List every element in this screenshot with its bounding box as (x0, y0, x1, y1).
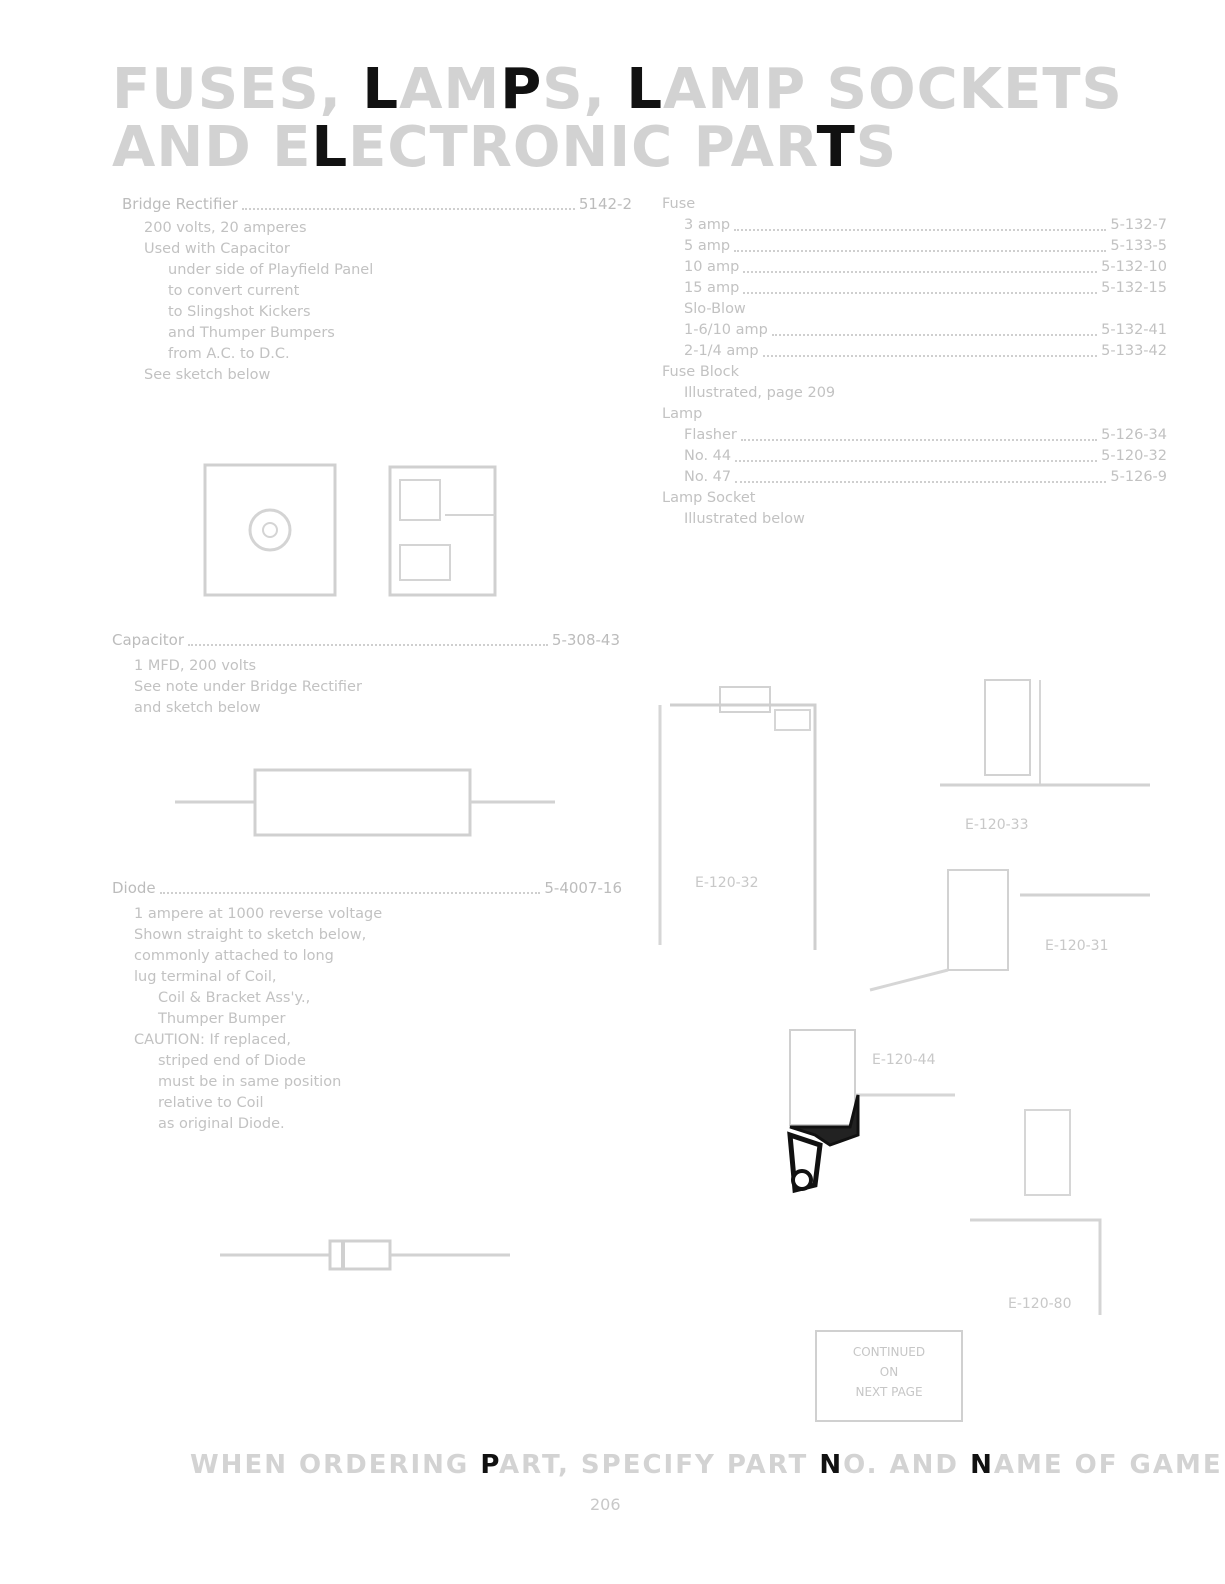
fuse-label: 1-6/10 amp (684, 322, 768, 338)
title-segment: S (855, 115, 898, 180)
fuse-block-note: Illustrated, page 209 (684, 385, 836, 401)
dot-leader (763, 355, 1098, 357)
note-line: as original Diode. (158, 1116, 285, 1132)
fuse-part: 5-132-10 (1101, 259, 1167, 275)
title-segment: L (362, 57, 400, 122)
note-line: Used with Capacitor (144, 241, 290, 257)
lamp-row (662, 446, 1167, 467)
fuse-label: 10 amp (684, 259, 740, 275)
fuse-part: 5-133-42 (1101, 343, 1167, 359)
socket-e-label: E-120-80 (1008, 1296, 1072, 1312)
dot-leader (743, 271, 1097, 273)
title-segment: L (626, 57, 664, 122)
fuse-label: 2-1/4 amp (684, 343, 759, 359)
fuse-part: 5-132-41 (1101, 322, 1167, 338)
page-number: 206 (590, 1495, 621, 1514)
lamp-label: No. 47 (684, 469, 732, 485)
bridge-rectifier-part: 5142-2 (578, 195, 632, 213)
fuse-row (662, 215, 1167, 236)
bridge-rectifier-drawing (195, 455, 515, 605)
title-segment: S, (542, 57, 627, 122)
dot-leader (735, 481, 1106, 483)
fuse-block-heading: Fuse Block (662, 364, 740, 380)
title-segment: AND E (112, 115, 312, 180)
bridge-rectifier-name: Bridge Rectifier (122, 195, 238, 213)
note-line: under side of Playfield Panel (168, 262, 374, 278)
lamp-part: 5-126-34 (1101, 427, 1167, 443)
continued-line: CONTINUED (852, 1345, 926, 1359)
note-line: from A.C. to D.C. (168, 346, 290, 362)
note-line: 200 volts, 20 amperes (144, 220, 307, 236)
dot-leader (772, 334, 1097, 336)
title-segment: P (500, 57, 543, 122)
title-segment: AMP SOCKETS (663, 57, 1123, 122)
dot-leader (741, 439, 1097, 441)
lamp-label: Flasher (684, 427, 737, 443)
note-line: to convert current (168, 283, 300, 299)
lamp-sockets-drawing (650, 675, 1170, 1335)
lamp-part: 5-120-32 (1101, 448, 1167, 464)
socket-a-label: E-120-33 (965, 817, 1029, 833)
diode-entry (112, 878, 622, 899)
diode-notes (112, 904, 382, 1135)
ordering-footer (190, 1450, 1223, 1480)
lamp-socket-heading: Lamp Socket (662, 490, 756, 506)
title-segment: T (816, 115, 856, 180)
right-column (662, 194, 1167, 530)
note-line: lug terminal of Coil, (134, 969, 277, 985)
title-segment: FUSES, (112, 57, 363, 122)
note-line: 1 MFD, 200 volts (134, 658, 257, 674)
note-line: to Slingshot Kickers (168, 304, 311, 320)
fuse-label: 15 amp (684, 280, 740, 296)
lamp-row (662, 467, 1167, 488)
title-segment: AM (399, 57, 501, 122)
footer-segment: N (819, 1450, 844, 1480)
capacitor-part: 5-308-43 (551, 631, 620, 649)
dot-leader (734, 250, 1106, 252)
note-line: Coil & Bracket Ass'y., (158, 990, 311, 1006)
note-line: See note under Bridge Rectifier (134, 679, 362, 695)
capacitor-entry (112, 630, 620, 651)
dot-leader (242, 208, 575, 210)
footer-segment: AME OF GAME (993, 1450, 1223, 1480)
capacitor-name: Capacitor (112, 631, 185, 649)
note-line: and sketch below (134, 700, 261, 716)
fuse-label: 3 amp (684, 217, 731, 233)
note-line: Thumper Bumper (158, 1011, 286, 1027)
lamp-label: No. 44 (684, 448, 732, 464)
slo-blow-heading: Slo-Blow (684, 301, 746, 317)
dot-leader (188, 644, 548, 646)
footer-segment: P (480, 1450, 499, 1480)
fuse-label: 5 amp (684, 238, 731, 254)
fuse-row (662, 236, 1167, 257)
note-line: Shown straight to sketch below, (134, 927, 367, 943)
page-title-line2 (112, 115, 898, 180)
dot-leader (743, 292, 1097, 294)
continued-line: NEXT PAGE (855, 1385, 923, 1399)
socket-c-label: E-120-31 (1045, 938, 1109, 954)
continued-line: ON (879, 1365, 899, 1379)
dot-leader (735, 460, 1097, 462)
lamp-heading: Lamp (662, 406, 703, 422)
fuse-part: 5-133-5 (1110, 238, 1167, 254)
bridge-rectifier-notes (122, 218, 373, 386)
socket-d-label: E-120-44 (872, 1052, 936, 1068)
fuse-row (662, 257, 1167, 278)
note-line: CAUTION: If replaced, (134, 1032, 291, 1048)
note-line: relative to Coil (158, 1095, 264, 1111)
fuse-row (662, 278, 1167, 299)
footer-segment: O. AND (843, 1450, 971, 1480)
page-title-line1 (112, 57, 1123, 122)
dot-leader (160, 892, 541, 894)
title-segment: ECTRONIC PAR (348, 115, 817, 180)
fuse-row (662, 341, 1167, 362)
note-line: striped end of Diode (158, 1053, 306, 1069)
continued-box (815, 1330, 963, 1422)
lamp-part: 5-126-9 (1110, 469, 1167, 485)
fuse-part: 5-132-7 (1110, 217, 1167, 233)
footer-segment: ART, SPECIFY PART (499, 1450, 820, 1480)
note-line: must be in same position (158, 1074, 342, 1090)
title-segment: L (311, 115, 349, 180)
note-line: 1 ampere at 1000 reverse voltage (134, 906, 383, 922)
footer-segment: WHEN ORDERING (190, 1450, 481, 1480)
fuse-row (662, 320, 1167, 341)
capacitor-drawing (170, 760, 560, 850)
note-line: commonly attached to long (134, 948, 334, 964)
note-line: and Thumper Bumpers (168, 325, 335, 341)
dot-leader (734, 229, 1106, 231)
bridge-rectifier-entry (122, 194, 632, 215)
diode-drawing (215, 1235, 515, 1275)
lamp-row (662, 425, 1167, 446)
fuse-part: 5-132-15 (1101, 280, 1167, 296)
note-line: See sketch below (144, 367, 271, 383)
capacitor-notes (112, 656, 362, 719)
lamp-socket-note: Illustrated below (684, 511, 805, 527)
footer-segment: N (970, 1450, 994, 1480)
diode-part: 5-4007-16 (544, 879, 622, 897)
fuse-heading: Fuse (662, 196, 696, 212)
diode-name: Diode (112, 879, 156, 897)
socket-b-label: E-120-32 (695, 875, 759, 891)
